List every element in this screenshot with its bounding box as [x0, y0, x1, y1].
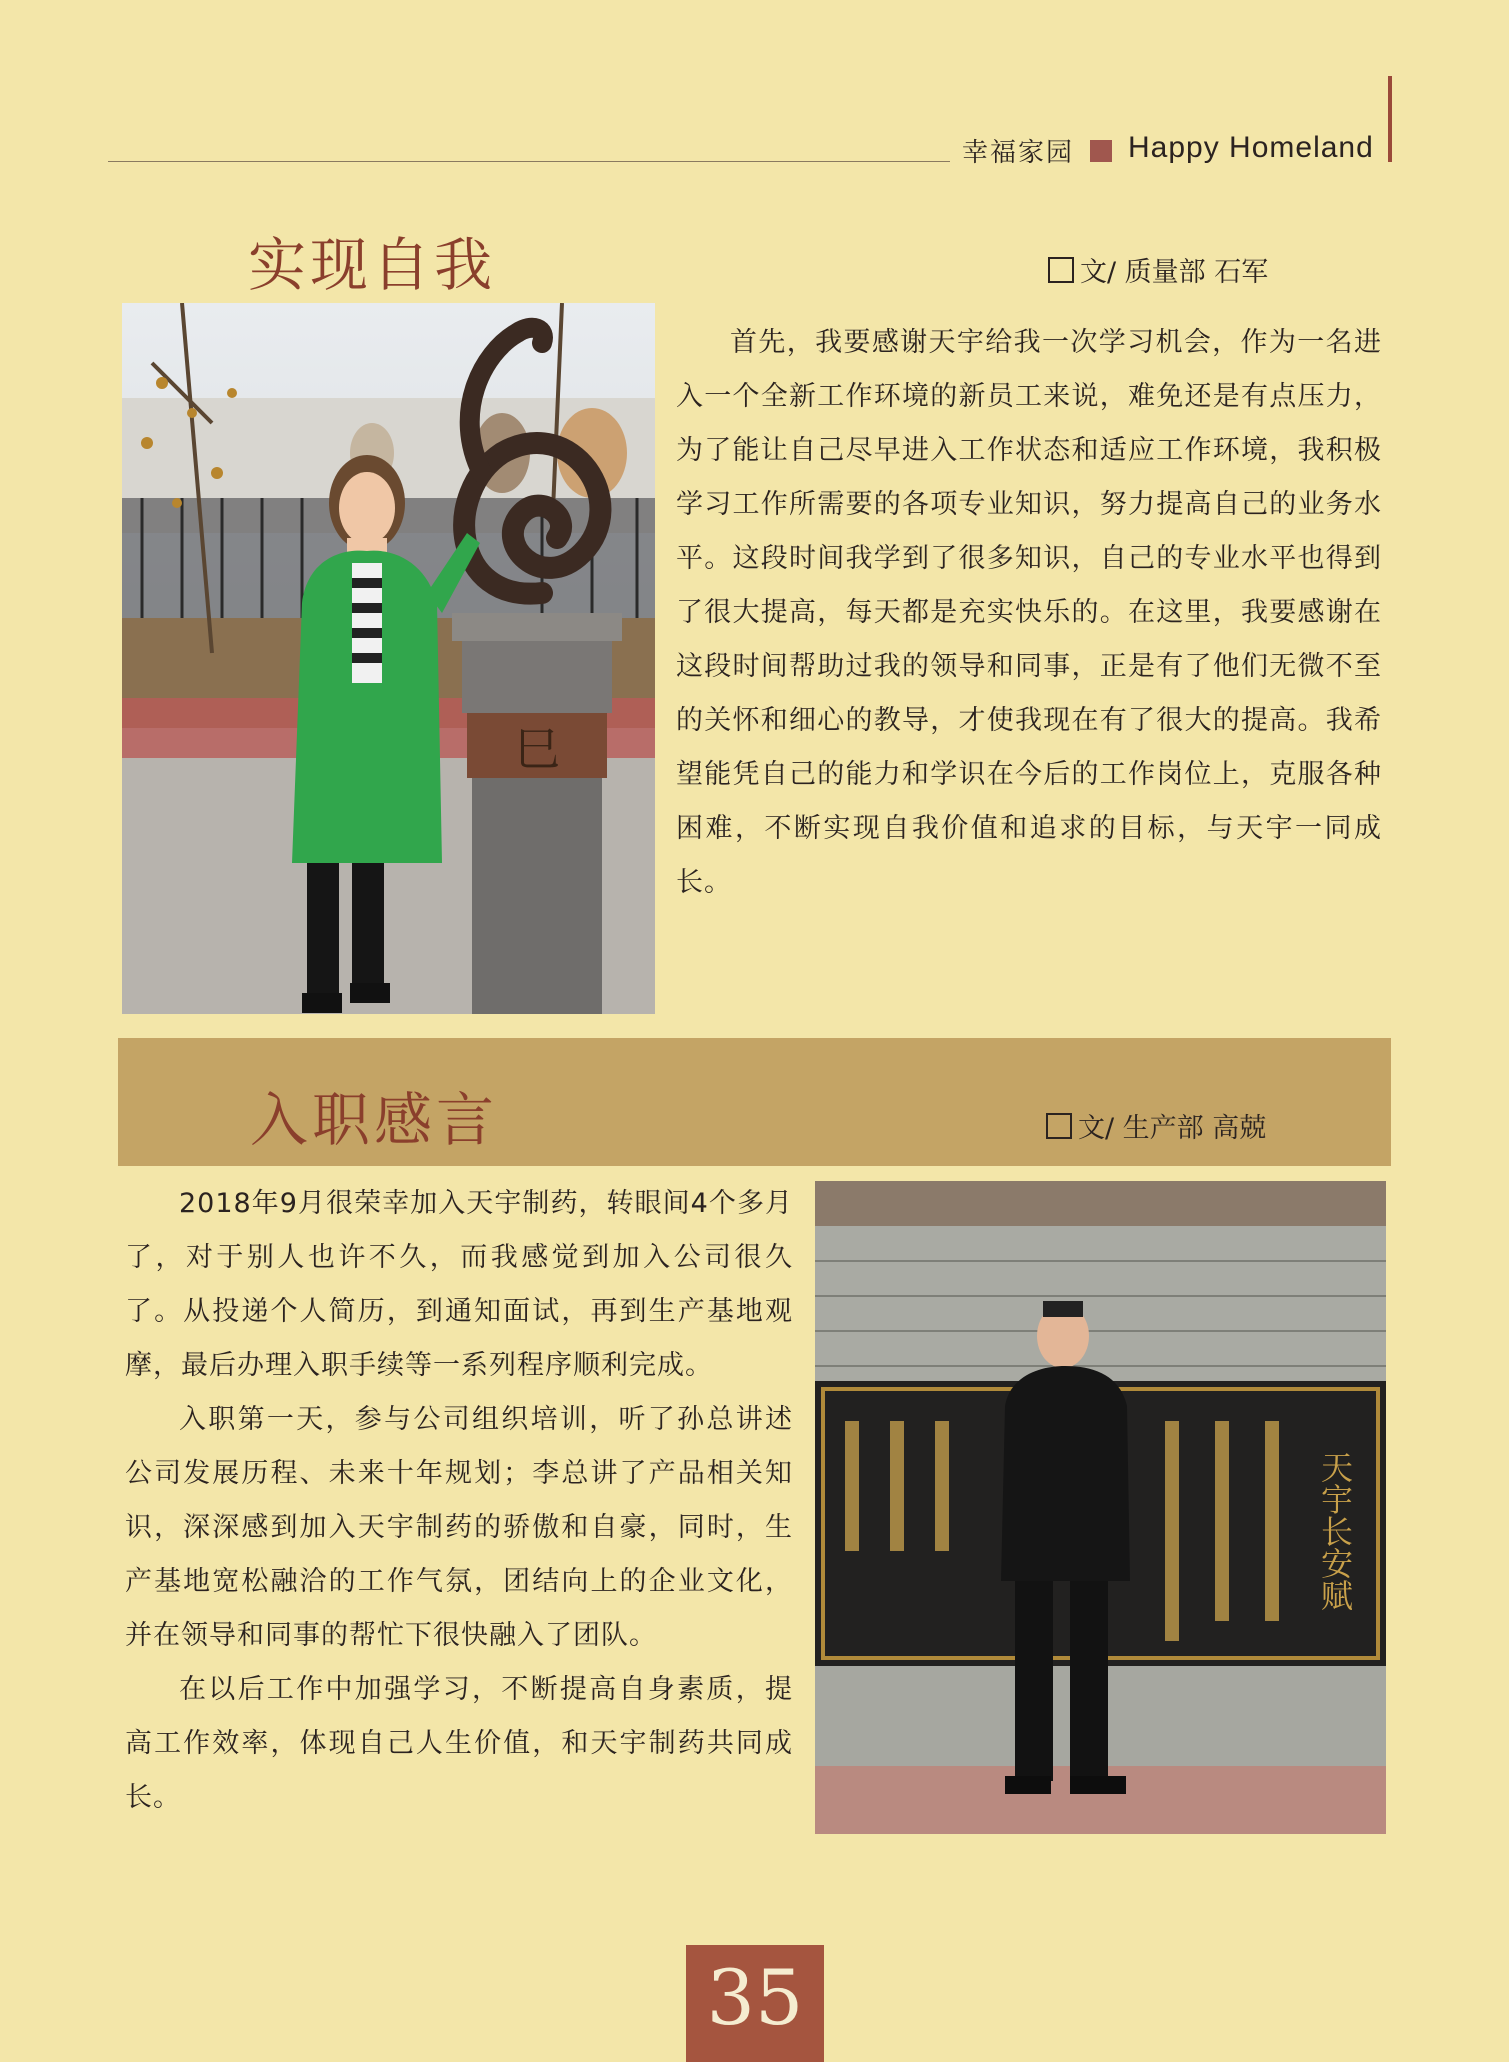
section-separator-square	[1090, 140, 1112, 162]
article1-photo	[122, 303, 655, 1014]
plaque-title: 天宇长安赋	[1316, 1451, 1354, 1611]
checkbox-square-icon	[1046, 1113, 1072, 1139]
header-accent-bar	[1388, 76, 1392, 162]
page-number-box	[686, 1945, 824, 2062]
pedestal-character: 巳	[514, 722, 560, 776]
article2-paragraph: 入职第一天，参与公司组织培训，听了孙总讲述公司发展历程、未来十年规划；李总讲了产品相关知识，深深感到加入天宇制药的骄傲和自豪，同时，生产基地宽松融洽的工作气氛，团结向上的企业文化，并在领导和同事的帮忙下很快融入了团队。	[125, 1404, 793, 1651]
header-rule	[108, 161, 950, 162]
article2-paragraph: 2018年9月很荣幸加入天宇制药，转眼间4个多月了，对于别人也许不久，而我感觉到加入公司很久了。从投递个人简历，到通知面试，再到生产基地观摩，最后办理入职手续等一系列程序顺利完成。	[125, 1188, 793, 1381]
article2-paragraph: 在以后工作中加强学习，不断提高自身素质，提高工作效率，体现自己人生价值，和天宇制药共同成长。	[125, 1674, 793, 1813]
article1-title: 实现自我	[248, 231, 497, 299]
article1-byline	[1048, 250, 1268, 289]
article1-body	[676, 316, 1382, 910]
article2-body	[125, 1177, 793, 1825]
article2-photo	[815, 1181, 1386, 1834]
checkbox-square-icon	[1048, 257, 1074, 283]
article2-byline	[1046, 1106, 1266, 1145]
page-number: 35	[706, 1953, 804, 2042]
article1-author: 文/ 质量部 石军	[1080, 257, 1269, 288]
section-title-cn: 幸福家园	[962, 138, 1075, 168]
article1-paragraph: 首先，我要感谢天宇给我一次学习机会，作为一名进入一个全新工作环境的新员工来说，难免还是有点压力，为了能让自己尽早进入工作状态和适应工作环境，我积极学习工作所需要的各项专业知识，努力提高自己的业务水平。这段时间我学到了很多知识，自己的专业水平也得到了很大提高，每天都是充实快乐的。在这里，我要感谢在这段时间帮助过我的领导和同事，正是有了他们无微不至的关怀和细心的教导，才使我现在有了很大的提高。我希望能凭自己的能力和学识在今后的工作岗位上，克服各种困难，不断实现自我价值和追求的目标，与天宇一同成长。	[676, 327, 1382, 898]
article2-title: 入职感言	[250, 1086, 499, 1154]
article2-author: 文/ 生产部 高兢	[1078, 1113, 1267, 1144]
section-title-en: Happy Homeland	[1128, 131, 1374, 164]
